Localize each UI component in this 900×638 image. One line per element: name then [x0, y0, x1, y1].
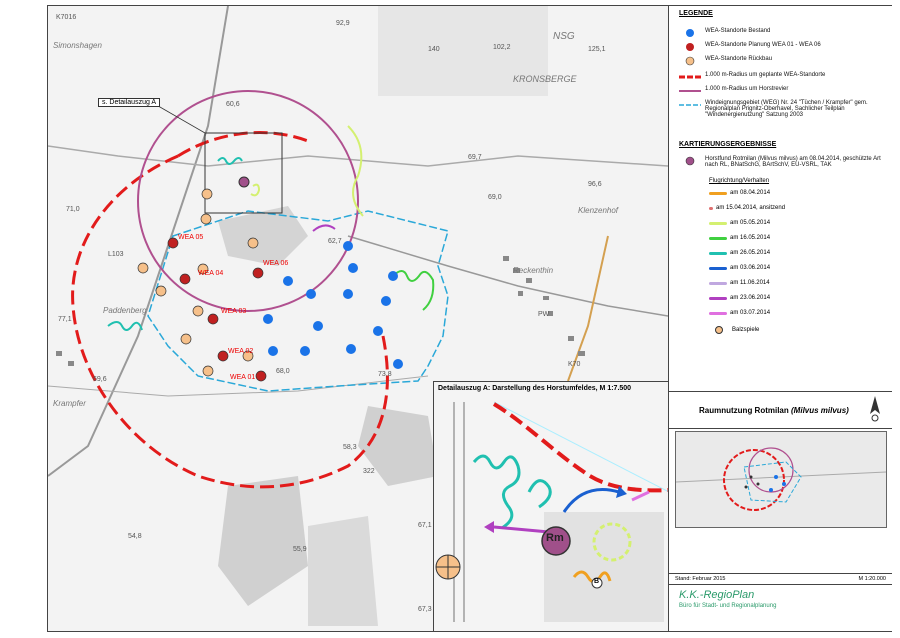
flight-item [709, 280, 770, 286]
legend-item-nest [679, 156, 889, 168]
flight-item [709, 326, 759, 334]
legend-label: WEA-Standorte Rückbau [705, 56, 773, 62]
balz-icon [715, 326, 723, 334]
detail-inset[interactable] [433, 381, 668, 631]
legend-label: WEA-Standorte Planung WEA 01 - WEA 06 [705, 42, 821, 48]
elevation-label: 71,0 [66, 206, 80, 213]
flight-item [709, 250, 770, 256]
legend-item [679, 42, 889, 52]
legend-item [679, 28, 889, 38]
overview-map[interactable] [675, 431, 887, 528]
sheet-scale: M 1:20.000 [858, 576, 886, 582]
elevation-label: 69,0 [488, 194, 502, 201]
flight-item [709, 265, 770, 271]
place-label: Paddenberg [103, 306, 147, 315]
nest-icon [679, 156, 701, 166]
road-label: PW [538, 311, 550, 318]
place-label: Reckenthin [513, 266, 554, 275]
elevation-label: 96,6 [588, 181, 602, 188]
magenta-line-icon [679, 86, 701, 96]
wea-label: WEA 02 [228, 348, 254, 355]
place-label: KRONSBERGE [513, 74, 577, 84]
legend-title: LEGENDE [679, 10, 713, 17]
company-name: K.K.-RegioPlan [679, 589, 755, 601]
legend-item [679, 100, 889, 118]
flight-label: am 11.06.2014 [730, 280, 770, 286]
legend-label: 1.000 m-Radius um Horstrevier [705, 86, 789, 92]
wea-label: WEA 04 [198, 270, 224, 277]
north-arrow-icon [868, 396, 882, 422]
detail-callout-label: s. Detailauszug A [98, 98, 160, 107]
place-label: Simonshagen [53, 41, 102, 50]
stand-row [669, 573, 892, 584]
elevation-label: 55,9 [293, 546, 307, 553]
detail-canvas [434, 382, 668, 631]
wind-turbine-existing-icon [679, 28, 701, 38]
sheet-title-box [669, 391, 892, 429]
road-label: L103 [108, 251, 124, 258]
main-map[interactable] [48, 6, 668, 631]
legend-panel [668, 6, 892, 631]
elevation-label: 69,7 [468, 154, 482, 161]
flight-item [709, 310, 770, 316]
flight-label: am 23.06.2014 [730, 295, 771, 301]
map-sheet [47, 5, 892, 632]
elevation-label: 322 [363, 468, 375, 475]
wea-label: WEA 05 [178, 234, 204, 241]
flight-label: am 03.07.2014 [730, 310, 771, 316]
elevation-label: 54,8 [128, 533, 142, 540]
wea-label: WEA 06 [263, 260, 289, 267]
road-label: K70 [568, 361, 581, 368]
flight-label: am 03.06.2014 [730, 265, 771, 271]
wind-turbine-planned-icon [679, 42, 701, 52]
flight-label: am 05.05.2014 [730, 220, 771, 226]
place-label: Klenzenhof [578, 206, 619, 215]
elevation-label: 60,6 [226, 101, 240, 108]
flight-item [709, 295, 770, 301]
elevation-label: 69,6 [93, 376, 107, 383]
flight-label: Balzspiele [732, 327, 760, 333]
flight-label: am 15.04.2014, ansitzend [716, 205, 786, 211]
cyan-dashed-line-icon [679, 100, 701, 110]
elevation-label: 125,1 [588, 46, 606, 53]
company-subtitle: Büro für Stadt- und Regionalplanung [679, 603, 777, 609]
balz-label: B [594, 578, 600, 585]
flight-item [709, 220, 770, 226]
nest-label: Rm [546, 532, 564, 544]
flight-item [709, 190, 770, 196]
place-label: Krampfer [53, 399, 86, 408]
sheet-title: Raumnutzung Rotmilan (Milvus milvus) [699, 406, 849, 415]
flight-label: am 08.04.2014 [730, 190, 771, 196]
road-label: K7016 [56, 14, 77, 21]
flight-item [709, 205, 785, 211]
legend-label: 1.000 m-Radius um geplante WEA-Standorte [705, 72, 826, 78]
elevation-label: 58,3 [343, 444, 357, 451]
elevation-label: 67,1 [418, 522, 432, 529]
elevation-label: 92,9 [336, 20, 350, 27]
elevation-label: 67,3 [418, 606, 432, 613]
legend-item [679, 56, 889, 66]
wea-label: WEA 03 [221, 308, 247, 315]
elevation-label: 102,2 [493, 44, 511, 51]
overview-canvas [676, 432, 886, 527]
legend-item [679, 86, 889, 96]
legend-label: Windeignungsgebiet (WEG) Nr. 24 "Tüchen / Krampfer" gem. Regionalplan Prignitz-Oberhavel, Sachlicher Teilplan "Windenergienutzung" Satzung 2003 [705, 100, 868, 118]
elevation-label: 140 [428, 46, 440, 53]
legend-label: Horstfund Rotmilan (Milvus milvus) am 08.04.2014, geschützte Art nach RL, BNatSchG, BArtSchV, EU-VSRL, TAK [705, 156, 881, 168]
flight-title: Flugrichtung/Verhalten [709, 178, 770, 184]
flight-item [709, 235, 770, 241]
wea-label: WEA 01 [230, 374, 256, 381]
red-dashed-line-icon [679, 72, 701, 82]
flight-label: am 16.05.2014 [730, 235, 771, 241]
legend-item [679, 72, 889, 82]
sheet-date: Stand: Februar 2015 [675, 576, 726, 582]
flight-label: am 26.05.2014 [730, 250, 771, 256]
survey-title: KARTIERUNGSERGEBNISSE [679, 141, 777, 148]
elevation-label: 77,1 [58, 316, 72, 323]
place-label: NSG [553, 31, 575, 42]
elevation-label: 68,0 [276, 368, 290, 375]
legend-label: WEA-Standorte Bestand [705, 28, 771, 34]
company-block [669, 584, 892, 632]
detail-title: Detailauszug A: Darstellung des Horstumfeldes, M 1:7.500 [438, 385, 632, 392]
wind-turbine-removed-icon [679, 56, 701, 66]
elevation-label: 62,7 [328, 238, 342, 245]
elevation-label: 73,8 [378, 371, 392, 378]
